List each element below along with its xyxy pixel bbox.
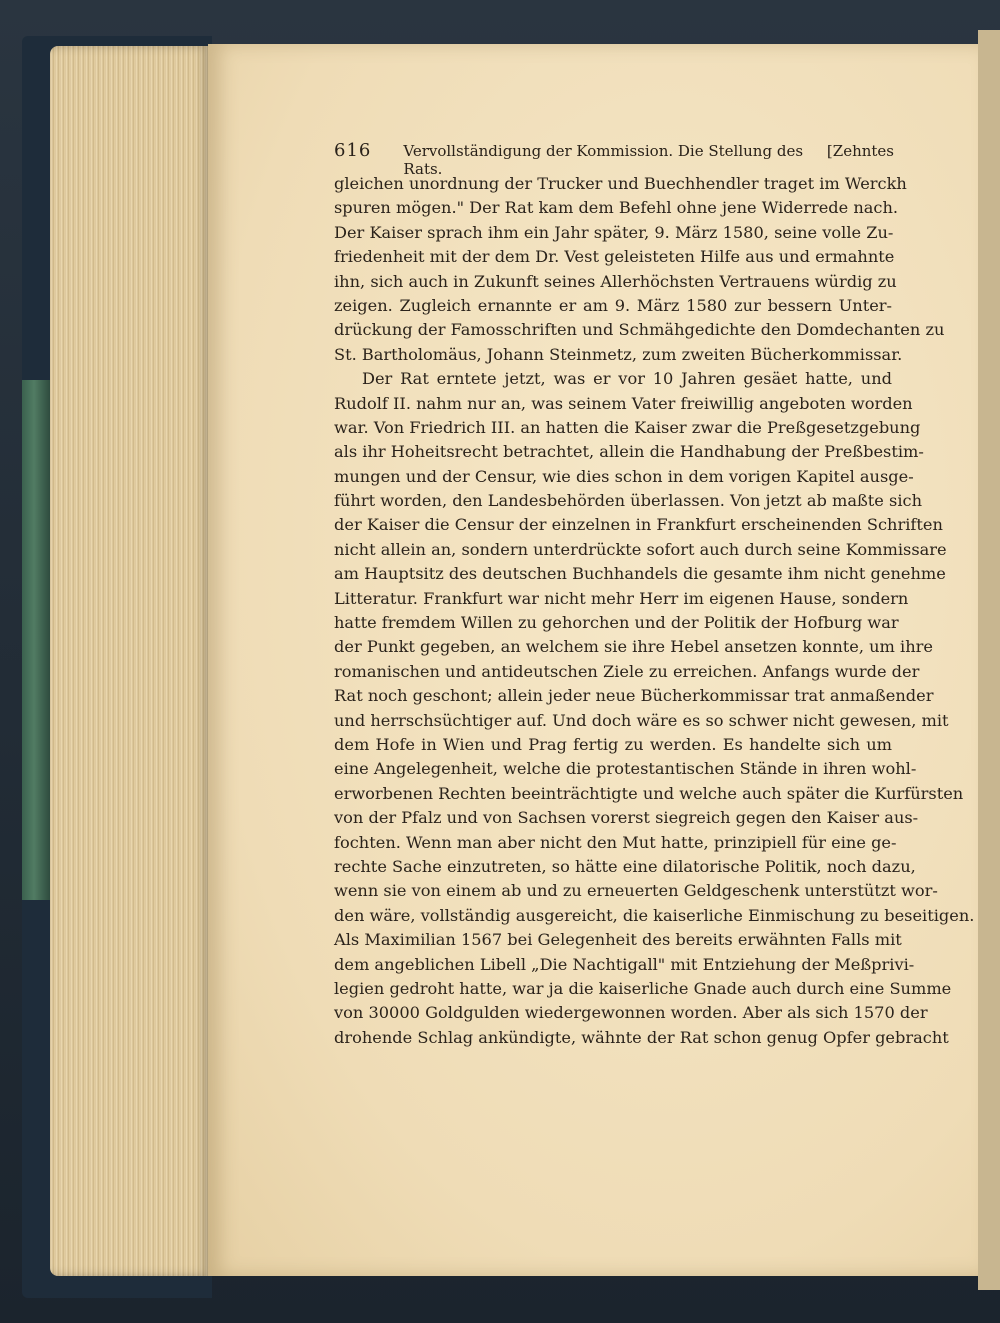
text-line: als ihr Hoheitsrecht betrachtet, allein die Handhabung der Preßbestim- bbox=[334, 442, 924, 462]
running-title: Vervollständigung der Kommission. Die Stellung des Rats. bbox=[403, 142, 804, 178]
facing-page-edge bbox=[978, 30, 1000, 1290]
chapter-marker: [Zehntes bbox=[826, 142, 894, 160]
text-line: Als Maximilian 1567 bei Gelegenheit des bereits erwähnten Falls mit bbox=[334, 930, 902, 950]
text-line: romanischen und antideutschen Ziele zu erreichen. Anfangs wurde der bbox=[334, 661, 920, 681]
text-line: nicht allein an, sondern unterdrückte sofort auch durch seine Kommissare bbox=[334, 539, 947, 559]
text-line: mungen und der Censur, wie dies schon in dem vorigen Kapitel ausge- bbox=[334, 466, 914, 486]
text-line: St. Bartholomäus, Johann Steinmetz, zum zweiten Bücherkommissar. bbox=[334, 344, 903, 364]
text-line: drohende Schlag ankündigte, wähnte der Rat schon genug Opfer gebracht bbox=[334, 1027, 949, 1047]
text-line: Rat noch geschont; allein jeder neue Bücherkommissar trat anmaßender bbox=[334, 686, 934, 706]
text-line: drückung der Famosschriften und Schmähgedichte den Domdechanten zu bbox=[334, 320, 945, 340]
text-line: Der Rat erntete jetzt, was er vor 10 Jahren gesäet hatte, und bbox=[362, 369, 892, 389]
text-line: am Hauptsitz des deutschen Buchhandels die gesamte ihm nicht genehme bbox=[334, 564, 946, 584]
body-text bbox=[334, 172, 975, 1050]
text-line: spuren mögen." Der Rat kam dem Befehl ohne jene Widerrede nach. bbox=[334, 198, 899, 218]
text-line: zeigen. Zugleich ernannte er am 9. März 1580 zur bessern Unter- bbox=[334, 295, 892, 315]
text-line: erworbenen Rechten beeinträchtigte und welche auch später die Kurfürsten bbox=[334, 783, 964, 803]
text-line: eine Angelegenheit, welche die protestantischen Stände in ihren wohl- bbox=[334, 759, 917, 779]
text-line: fochten. Wenn man aber nicht den Mut hatte, prinzipiell für eine ge- bbox=[334, 832, 897, 852]
text-line: der Punkt gegeben, an welchem sie ihre Hebel ansetzen konnte, um ihre bbox=[334, 637, 933, 657]
text-line: Der Kaiser sprach ihm ein Jahr später, 9. März 1580, seine volle Zu- bbox=[334, 222, 894, 242]
text-line: der Kaiser die Censur der einzelnen in Frankfurt erscheinenden Schriften bbox=[334, 515, 943, 535]
text-line: Litteratur. Frankfurt war nicht mehr Herr im eigenen Hause, sondern bbox=[334, 588, 909, 608]
text-line: friedenheit mit der dem Dr. Vest geleisteten Hilfe aus und ermahnte bbox=[334, 247, 895, 267]
text-line: und herrschsüchtiger auf. Und doch wäre es so schwer nicht gewesen, mit bbox=[334, 710, 949, 730]
text-line: hatte fremdem Willen zu gehorchen und der Politik der Hofburg war bbox=[334, 613, 899, 633]
text-line: ihn, sich auch in Zukunft seines Allerhöchsten Vertrauens würdig zu bbox=[334, 271, 897, 291]
text-line: legien gedroht hatte, war ja die kaiserliche Gnade auch durch eine Summe bbox=[334, 978, 952, 998]
text-line: den wäre, vollständig ausgereicht, die kaiserliche Einmischung zu beseitigen. bbox=[334, 905, 975, 925]
text-line: führt worden, den Landesbehörden überlassen. Von jetzt ab maßte sich bbox=[334, 491, 923, 511]
page-number: 616 bbox=[334, 140, 372, 161]
text-line: wenn sie von einem ab und zu erneuerten Geldgeschenk unterstützt wor- bbox=[334, 881, 938, 901]
text-line: rechte Sache einzutreten, so hätte eine dilatorische Politik, noch dazu, bbox=[334, 856, 916, 876]
text-line: Rudolf II. nahm nur an, was seinem Vater freiwillig angeboten worden bbox=[334, 393, 913, 413]
text-line: gleichen unordnung der Trucker und Buechhendler traget im Werckh bbox=[334, 174, 907, 193]
text-line: war. Von Friedrich III. an hatten die Kaiser zwar die Preßgesetzgebung bbox=[334, 417, 921, 437]
cover-marbling bbox=[22, 380, 52, 900]
text-line: dem angeblichen Libell „Die Nachtigall" mit Entziehung der Meßprivi- bbox=[334, 954, 915, 974]
text-line: von 30000 Goldgulden wiedergewonnen worden. Aber als sich 1570 der bbox=[334, 1003, 928, 1023]
page-edges bbox=[50, 46, 210, 1276]
text-line: dem Hofe in Wien und Prag fertig zu werden. Es handelte sich um bbox=[334, 734, 892, 754]
text-line: von der Pfalz und von Sachsen vorerst siegreich gegen den Kaiser aus- bbox=[334, 808, 919, 828]
